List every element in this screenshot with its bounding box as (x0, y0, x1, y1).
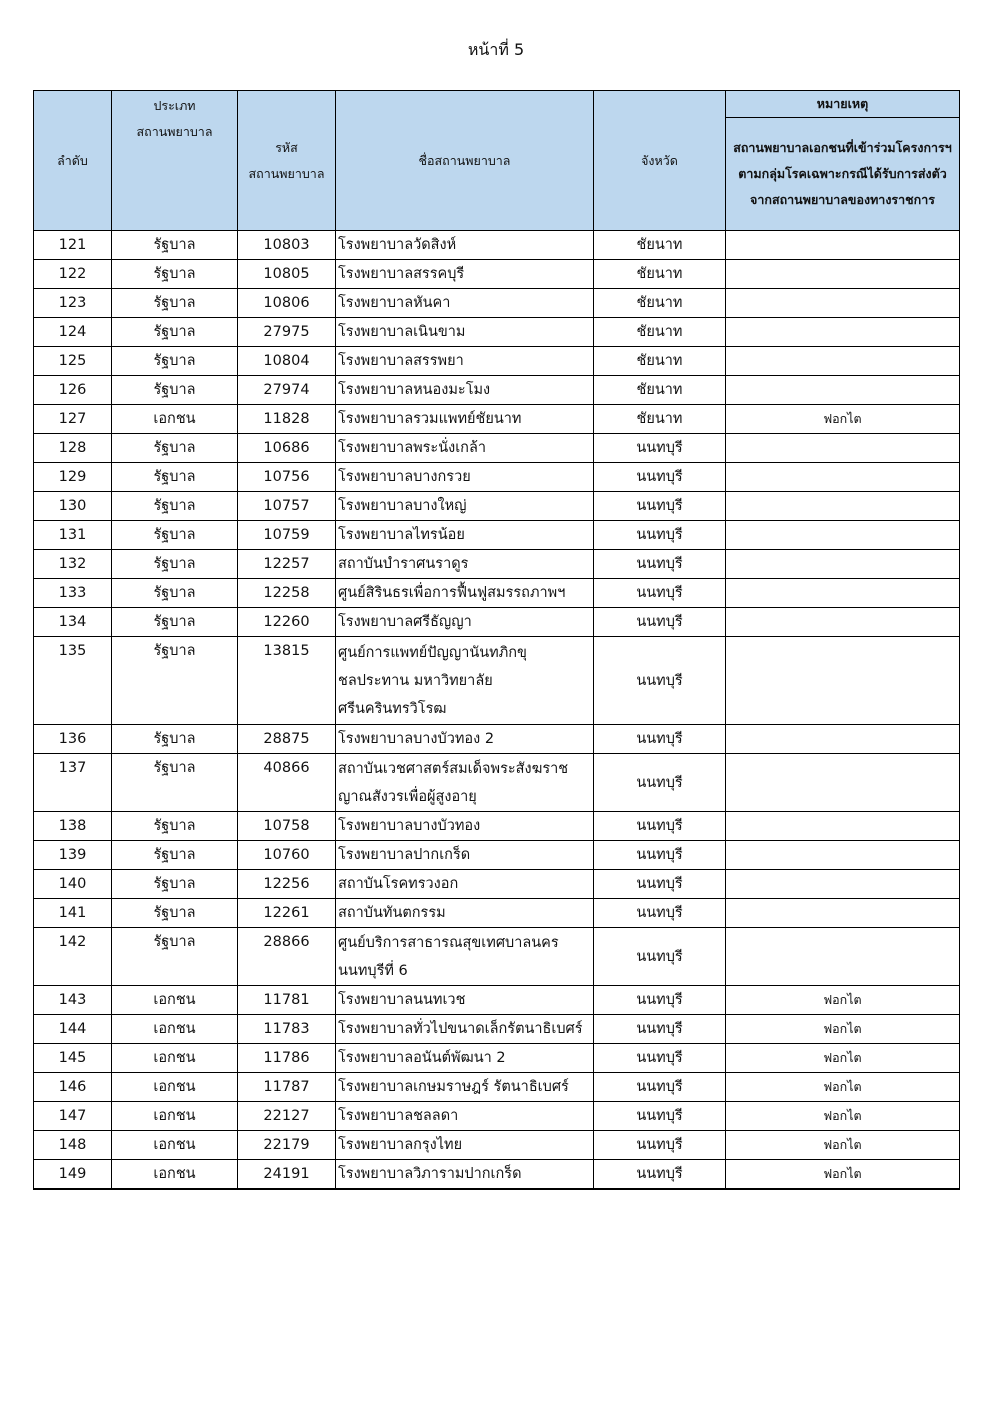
cell-type: รัฐบาล (112, 899, 238, 928)
cell-note (726, 899, 960, 928)
table-row (34, 318, 960, 347)
cell-code: 12256 (238, 870, 336, 899)
cell-code: 10804 (238, 347, 336, 376)
cell-type: รัฐบาล (112, 841, 238, 870)
cell-name: โรงพยาบาลรวมแพทย์ชัยนาท (336, 405, 594, 434)
cell-type: รัฐบาล (112, 463, 238, 492)
cell-code: 11828 (238, 405, 336, 434)
cell-type: รัฐบาล (112, 434, 238, 463)
cell-index: 136 (34, 725, 112, 754)
cell-name: โรงพยาบาลชลลดา (336, 1102, 594, 1131)
table-row (34, 231, 960, 260)
cell-province: นนทบุรี (594, 637, 726, 725)
cell-code: 11786 (238, 1044, 336, 1073)
cell-province: นนทบุรี (594, 1102, 726, 1131)
cell-province: นนทบุรี (594, 986, 726, 1015)
cell-province: นนทบุรี (594, 1073, 726, 1102)
cell-code: 10806 (238, 289, 336, 318)
cell-name: โรงพยาบาลบางกรวย (336, 463, 594, 492)
cell-note (726, 754, 960, 812)
cell-type: รัฐบาล (112, 347, 238, 376)
table-row (34, 841, 960, 870)
cell-province: นนทบุรี (594, 725, 726, 754)
cell-note: ฟอกไต (726, 405, 960, 434)
cell-province: นนทบุรี (594, 550, 726, 579)
cell-index: 138 (34, 812, 112, 841)
cell-code: 24191 (238, 1160, 336, 1190)
cell-index: 142 (34, 928, 112, 986)
cell-type: เอกชน (112, 1131, 238, 1160)
table-row (34, 1044, 960, 1073)
cell-province: นนทบุรี (594, 812, 726, 841)
cell-note: ฟอกไต (726, 986, 960, 1015)
cell-note (726, 434, 960, 463)
table-row (34, 492, 960, 521)
cell-province: นนทบุรี (594, 463, 726, 492)
cell-province: ชัยนาท (594, 260, 726, 289)
cell-name: โรงพยาบาลหนองมะโมง (336, 376, 594, 405)
cell-province: นนทบุรี (594, 1044, 726, 1073)
cell-name: ศูนย์การแพทย์ปัญญานันทภิกขุชลประทาน มหาวิทยาลัยศรีนครินทรวิโรฒ (336, 637, 594, 725)
cell-index: 145 (34, 1044, 112, 1073)
cell-province: นนทบุรี (594, 579, 726, 608)
cell-note (726, 870, 960, 899)
cell-name: โรงพยาบาลนนทเวช (336, 986, 594, 1015)
cell-code: 11783 (238, 1015, 336, 1044)
cell-note (726, 463, 960, 492)
cell-name: โรงพยาบาลปากเกร็ด (336, 841, 594, 870)
cell-province: นนทบุรี (594, 1015, 726, 1044)
cell-note: ฟอกไต (726, 1160, 960, 1190)
cell-index: 128 (34, 434, 112, 463)
cell-province: ชัยนาท (594, 289, 726, 318)
cell-code: 10760 (238, 841, 336, 870)
cell-province: นนทบุรี (594, 1131, 726, 1160)
cell-index: 139 (34, 841, 112, 870)
table-row (34, 463, 960, 492)
cell-index: 129 (34, 463, 112, 492)
cell-province: ชัยนาท (594, 231, 726, 260)
table-row (34, 608, 960, 637)
table-row (34, 1015, 960, 1044)
cell-code: 40866 (238, 754, 336, 812)
cell-note (726, 579, 960, 608)
cell-type: เอกชน (112, 1102, 238, 1131)
cell-index: 134 (34, 608, 112, 637)
header-code-line2: สถานพยาบาล (248, 165, 325, 181)
header-note: หมายเหตุ (726, 91, 960, 118)
cell-name: โรงพยาบาลเนินขาม (336, 318, 594, 347)
cell-name: โรงพยาบาลวัดสิงห์ (336, 231, 594, 260)
cell-type: รัฐบาล (112, 289, 238, 318)
cell-province: นนทบุรี (594, 928, 726, 986)
table-row (34, 637, 960, 725)
cell-note (726, 608, 960, 637)
cell-code: 22127 (238, 1102, 336, 1131)
cell-code: 27975 (238, 318, 336, 347)
cell-name: โรงพยาบาลบางบัวทอง 2 (336, 725, 594, 754)
cell-province: นนทบุรี (594, 492, 726, 521)
cell-name: ศูนย์บริการสาธารณสุขเทศบาลนครนนทบุรีที่ 6 (336, 928, 594, 986)
table-body (34, 231, 960, 1190)
cell-code: 10759 (238, 521, 336, 550)
cell-index: 135 (34, 637, 112, 725)
header-note-description: สถานพยาบาลเอกชนที่เข้าร่วมโครงการฯ ตามกลุ่มโรคเฉพาะกรณีได้รับการส่งตัวจากสถานพยาบาลของทางราชการ (726, 118, 960, 231)
cell-type: เอกชน (112, 1015, 238, 1044)
cell-index: 143 (34, 986, 112, 1015)
cell-index: 141 (34, 899, 112, 928)
cell-code: 13815 (238, 637, 336, 725)
cell-province: นนทบุรี (594, 521, 726, 550)
cell-index: 144 (34, 1015, 112, 1044)
cell-note: ฟอกไต (726, 1044, 960, 1073)
cell-province: ชัยนาท (594, 405, 726, 434)
cell-index: 131 (34, 521, 112, 550)
cell-index: 140 (34, 870, 112, 899)
cell-type: เอกชน (112, 1073, 238, 1102)
cell-type: รัฐบาล (112, 754, 238, 812)
cell-index: 123 (34, 289, 112, 318)
cell-name: โรงพยาบาลเกษมราษฎร์ รัตนาธิเบศร์ (336, 1073, 594, 1102)
cell-name: โรงพยาบาลบางใหญ่ (336, 492, 594, 521)
cell-index: 147 (34, 1102, 112, 1131)
table-row (34, 260, 960, 289)
cell-note (726, 347, 960, 376)
cell-province: ชัยนาท (594, 376, 726, 405)
cell-index: 121 (34, 231, 112, 260)
table-row (34, 376, 960, 405)
table-row (34, 870, 960, 899)
cell-note (726, 492, 960, 521)
cell-name: สถาบันโรคทรวงอก (336, 870, 594, 899)
cell-type: เอกชน (112, 405, 238, 434)
header-index: ลำดับ (34, 91, 112, 231)
cell-province: นนทบุรี (594, 899, 726, 928)
table-row (34, 434, 960, 463)
table-row (34, 754, 960, 812)
cell-type: รัฐบาล (112, 725, 238, 754)
cell-note (726, 260, 960, 289)
cell-note (726, 812, 960, 841)
cell-type: เอกชน (112, 1160, 238, 1190)
cell-code: 10805 (238, 260, 336, 289)
cell-index: 133 (34, 579, 112, 608)
cell-note: ฟอกไต (726, 1102, 960, 1131)
table-row (34, 1102, 960, 1131)
cell-name: สถาบันบำราศนราดูร (336, 550, 594, 579)
cell-name: โรงพยาบาลวิภารามปากเกร็ด (336, 1160, 594, 1190)
cell-note (726, 637, 960, 725)
table-row (34, 1131, 960, 1160)
cell-note (726, 725, 960, 754)
cell-index: 124 (34, 318, 112, 347)
table-row (34, 347, 960, 376)
cell-code: 11781 (238, 986, 336, 1015)
table-row (34, 1073, 960, 1102)
cell-province: นนทบุรี (594, 1160, 726, 1190)
table-row (34, 928, 960, 986)
cell-type: รัฐบาล (112, 637, 238, 725)
header-name: ชื่อสถานพยาบาล (336, 91, 594, 231)
header-code-line1: รหัส (275, 139, 298, 155)
cell-code: 22179 (238, 1131, 336, 1160)
cell-index: 146 (34, 1073, 112, 1102)
cell-code: 12257 (238, 550, 336, 579)
table-header (34, 91, 960, 231)
table-row (34, 521, 960, 550)
cell-code: 12261 (238, 899, 336, 928)
table-row (34, 1160, 960, 1190)
cell-type: เอกชน (112, 986, 238, 1015)
cell-note (726, 521, 960, 550)
cell-note: ฟอกไต (726, 1131, 960, 1160)
table-row (34, 986, 960, 1015)
cell-province: ชัยนาท (594, 347, 726, 376)
cell-province: นนทบุรี (594, 608, 726, 637)
cell-type: รัฐบาล (112, 928, 238, 986)
cell-index: 137 (34, 754, 112, 812)
cell-code: 28866 (238, 928, 336, 986)
cell-name: สถาบันเวชศาสตร์สมเด็จพระสังฆราชญาณสังวรเพื่อผู้สูงอายุ (336, 754, 594, 812)
cell-name: โรงพยาบาลบางบัวทอง (336, 812, 594, 841)
cell-province: นนทบุรี (594, 841, 726, 870)
cell-index: 126 (34, 376, 112, 405)
table-row (34, 289, 960, 318)
cell-code: 12260 (238, 608, 336, 637)
cell-code: 11787 (238, 1073, 336, 1102)
table-row (34, 550, 960, 579)
cell-index: 122 (34, 260, 112, 289)
cell-code: 10756 (238, 463, 336, 492)
cell-index: 127 (34, 405, 112, 434)
cell-note: ฟอกไต (726, 1015, 960, 1044)
cell-name: โรงพยาบาลพระนั่งเกล้า (336, 434, 594, 463)
cell-type: รัฐบาล (112, 492, 238, 521)
cell-code: 10803 (238, 231, 336, 260)
cell-name: ศูนย์สิรินธรเพื่อการฟื้นฟูสมรรถภาพฯ (336, 579, 594, 608)
cell-province: นนทบุรี (594, 754, 726, 812)
cell-name: โรงพยาบาลไทรน้อย (336, 521, 594, 550)
cell-note: ฟอกไต (726, 1073, 960, 1102)
hospital-table (33, 90, 960, 1190)
cell-name: โรงพยาบาลกรุงไทย (336, 1131, 594, 1160)
cell-index: 132 (34, 550, 112, 579)
cell-name: โรงพยาบาลหันคา (336, 289, 594, 318)
cell-code: 12258 (238, 579, 336, 608)
cell-index: 149 (34, 1160, 112, 1190)
cell-note (726, 928, 960, 986)
cell-code: 10757 (238, 492, 336, 521)
cell-name: สถาบันทันตกรรม (336, 899, 594, 928)
cell-index: 130 (34, 492, 112, 521)
cell-type: รัฐบาล (112, 231, 238, 260)
cell-type: รัฐบาล (112, 812, 238, 841)
table-row (34, 812, 960, 841)
header-type-line1: ประเภท (153, 98, 196, 113)
header-type-line2: สถานพยาบาล (136, 124, 213, 139)
cell-code: 28875 (238, 725, 336, 754)
cell-note (726, 550, 960, 579)
cell-note (726, 318, 960, 347)
cell-type: รัฐบาล (112, 870, 238, 899)
cell-note (726, 289, 960, 318)
cell-name: โรงพยาบาลทั่วไปขนาดเล็กรัตนาธิเบศร์ (336, 1015, 594, 1044)
cell-province: นนทบุรี (594, 870, 726, 899)
cell-type: รัฐบาล (112, 550, 238, 579)
cell-name: โรงพยาบาลสรรพยา (336, 347, 594, 376)
cell-type: รัฐบาล (112, 521, 238, 550)
page-title: หน้าที่ 5 (467, 40, 525, 59)
cell-province: ชัยนาท (594, 318, 726, 347)
header-province: จังหวัด (594, 91, 726, 231)
table-row (34, 725, 960, 754)
header-type (112, 91, 238, 231)
cell-index: 148 (34, 1131, 112, 1160)
cell-code: 10758 (238, 812, 336, 841)
cell-province: นนทบุรี (594, 434, 726, 463)
cell-name: โรงพยาบาลอนันต์พัฒนา 2 (336, 1044, 594, 1073)
cell-type: รัฐบาล (112, 260, 238, 289)
cell-code: 27974 (238, 376, 336, 405)
cell-note (726, 376, 960, 405)
cell-type: เอกชน (112, 1044, 238, 1073)
cell-note (726, 841, 960, 870)
table-row (34, 899, 960, 928)
cell-type: รัฐบาล (112, 579, 238, 608)
table-row (34, 405, 960, 434)
cell-type: รัฐบาล (112, 608, 238, 637)
cell-type: รัฐบาล (112, 318, 238, 347)
cell-note (726, 231, 960, 260)
cell-name: โรงพยาบาลสรรคบุรี (336, 260, 594, 289)
cell-type: รัฐบาล (112, 376, 238, 405)
cell-code: 10686 (238, 434, 336, 463)
cell-index: 125 (34, 347, 112, 376)
header-code (238, 91, 336, 231)
table-row (34, 579, 960, 608)
cell-name: โรงพยาบาลศรีธัญญา (336, 608, 594, 637)
